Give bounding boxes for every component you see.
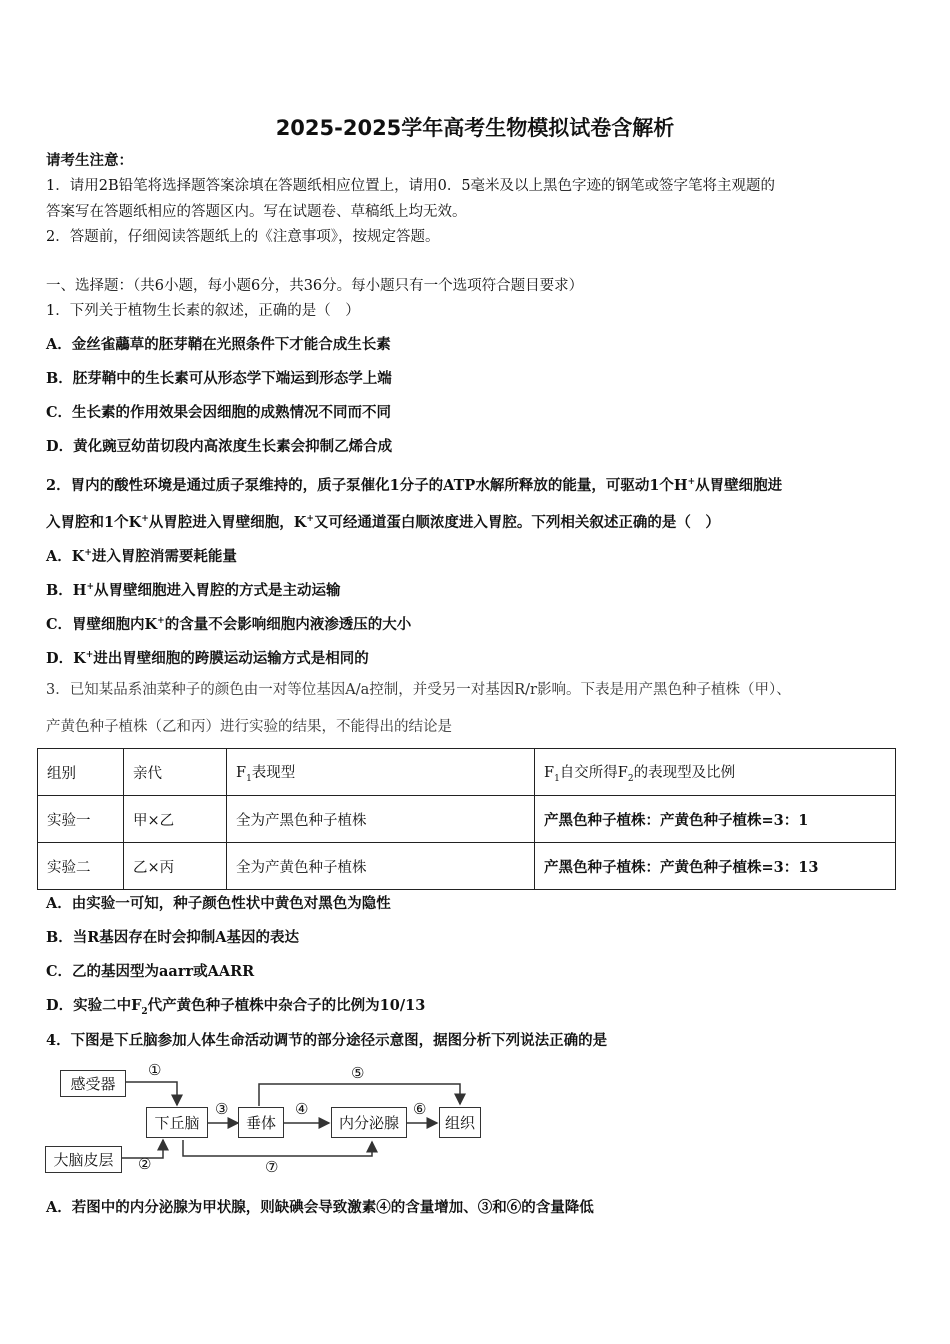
notice-item-1b: 答案写在答题纸相应的答题区内。写在试题卷、草稿纸上均无效。 [46,204,467,220]
q2-option-text: 从胃壁细胞进入胃腔的方式是主动运输 [94,581,341,599]
q2-option-d [46,645,369,669]
header-parents: 亲代 [124,749,227,796]
header-f1 [227,749,535,796]
subscript: 2 [627,773,634,784]
subscript: 1 [554,773,560,784]
q2-stem-text: 从胃腔进入胃壁细胞，K [148,513,307,531]
label-7: ⑦ [265,1158,279,1176]
q3-option-c: C．乙的基因型为aarr或AARR [46,963,255,980]
q2-stem-text: 从胃壁细胞进 [695,476,783,494]
label-1: ① [148,1061,162,1079]
table-cell: 全为产黑色种子植株 [227,796,535,843]
arrow-7 [183,1140,372,1156]
q1-option-b: B．胚芽鞘中的生长素可从形态学下端运到形态学上端 [46,370,392,387]
arrow-1 [122,1082,177,1105]
notice-heading: 请考生注意： [46,152,133,169]
plus-sup: + [84,548,92,558]
label-3: ③ [215,1100,229,1118]
label-5: ⑤ [351,1064,365,1082]
label-2: ② [138,1155,152,1173]
plus-sup: + [157,616,165,626]
header-f2 [535,749,896,796]
q2-stem-text: 2．胃内的酸性环境是通过质子泵维持的，质子泵催化1分子的ATP水解所释放的能量，可驱动1个H [46,476,688,494]
q2-option-text: D．K [46,649,86,667]
table-cell: 产黑色种子植株：产黄色种子植株=3：1 [535,796,896,843]
header-text: F [544,764,555,781]
q1-option-c: C．生长素的作用效果会因细胞的成熟情况不同而不同 [46,404,392,421]
q3-option-b: B．当R基因存在时会抑制A基因的表达 [46,929,300,946]
header-text: 表现型 [251,764,296,781]
table-cell: 实验一 [38,796,124,843]
q2-option-text: 的含量不会影响细胞内液渗透压的大小 [164,615,412,633]
table-cell: 甲×乙 [124,796,227,843]
header-group: 组别 [38,749,124,796]
q3-option-a: A．由实验一可知，种子颜色性状中黄色对黑色为隐性 [46,895,391,912]
q2-option-c [46,611,411,635]
q2-option-text: C．胃壁细胞内K [46,615,158,633]
q1-option-a: A．金丝雀虉草的胚芽鞘在光照条件下才能合成生长素 [46,336,391,353]
notice-item-2: 2．答题前，仔细阅读答题纸上的《注意事项》，按规定答题。 [46,229,440,245]
q2-stem-line2 [46,509,720,533]
table-cell: 乙×丙 [124,843,227,890]
q2-stem-text: 入胃腔和1个K [46,513,142,531]
plus-sup: + [141,514,149,524]
q2-option-b [46,577,341,601]
notice-item-1a: 1．请用2B铅笔将选择题答案涂填在答题纸相应位置上，请用0．5毫米及以上黑色字迹的钢笔或签字笔将主观题的 [46,178,776,194]
q2-option-text: B．H [46,581,87,599]
q2-option-text: 进入胃腔消需要耗能量 [91,547,237,565]
hypothalamus-diagram [40,1060,490,1178]
box-pituitary: 垂体 [238,1107,284,1138]
header-text: F [236,764,247,781]
q4-stem: 4．下图是下丘脑参加人体生命活动调节的部分途径示意图，据图分析下列说法正确的是 [46,1032,608,1049]
q2-option-text: A．K [46,547,85,565]
q2-stem-text: 又可经通道蛋白顺浓度进入胃腔。下列相关叙述正确的是（ ） [313,513,720,531]
plus-sup: + [86,582,95,592]
section-heading: 一、选择题：（共6小题，每小题6分，共36分。每小题只有一个选项符合题目要求） [46,278,584,294]
label-4: ④ [295,1100,309,1118]
header-text: 的表现型及比例 [633,764,736,781]
q1-stem: 1．下列关于植物生长素的叙述，正确的是（ ） [46,303,360,319]
table-cell: 实验二 [38,843,124,890]
plus-sup: + [85,650,94,660]
table-row [38,843,896,890]
table-cell: 全为产黄色种子植株 [227,843,535,890]
subscript: 1 [246,773,252,784]
label-6: ⑥ [413,1100,427,1118]
arrow-5 [259,1084,460,1106]
q4-option-a: A．若图中的内分泌腺为甲状腺，则缺碘会导致激素④的含量增加、③和⑥的含量降低 [46,1199,594,1216]
table-cell: 产黑色种子植株：产黄色种子植株=3：13 [535,843,896,890]
box-receptor: 感受器 [60,1070,126,1097]
q3-option-d [46,996,425,1022]
q3-stem-line2: 产黄色种子植株（乙和丙）进行实验的结果，不能得出的结论是 [46,719,452,735]
q1-option-d: D．黄化豌豆幼苗切段内高浓度生长素会抑制乙烯合成 [46,438,393,455]
table-row [38,796,896,843]
q2-option-a [46,543,237,567]
box-tissue: 组织 [439,1107,481,1138]
box-hypothalamus: 下丘脑 [146,1107,208,1138]
page-title: 2025-2025学年高考生物模拟试卷含解析 [275,116,675,140]
experiment-table [37,748,896,890]
plus-sup: + [687,477,696,487]
q3-option-text: 代产黄色种子植株中杂合子的比例为10/13 [147,997,426,1014]
box-cortex: 大脑皮层 [45,1146,122,1173]
q3-option-text: D．实验二中F [46,997,142,1014]
header-text: 自交所得F [559,764,628,781]
box-endocrine-gland: 内分泌腺 [331,1107,407,1138]
subscript: 2 [141,1006,148,1017]
plus-sup: + [306,514,314,524]
q2-option-text: 进出胃壁细胞的跨膜运动运输方式是相同的 [93,649,369,667]
table-header-row [38,749,896,796]
q2-stem-line1 [46,472,782,496]
q3-stem-line1: 3．已知某品系油菜种子的颜色由一对等位基因A/a控制，并受另一对基因R/r影响。下表是用产黑色种子植株（甲）、 [46,682,791,698]
